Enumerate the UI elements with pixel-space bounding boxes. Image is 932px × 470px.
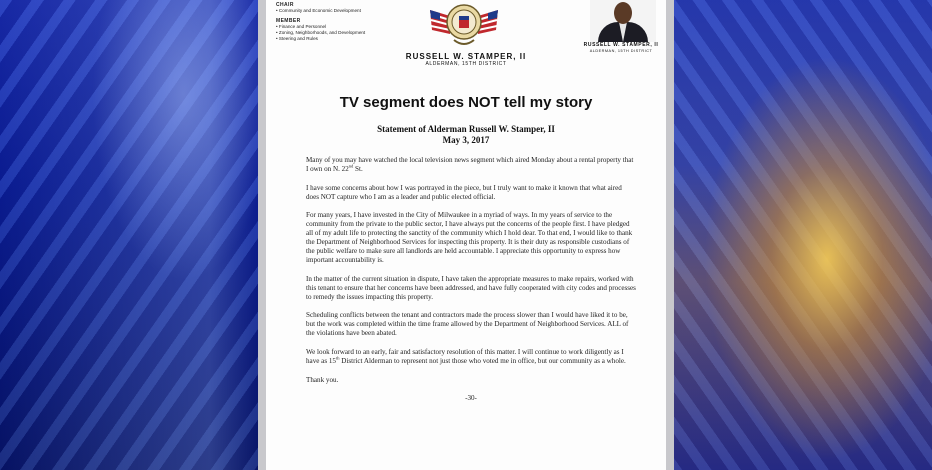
statement-document: [266, 0, 666, 470]
paragraph: We look forward to an early, fair and satisfactory resolution of this matter. I will continue to work diligently as I have as 15th District Alderman to represent not just those who voted me in office, but our community as a whole.: [306, 347, 626, 365]
letterhead-name-block: [386, 52, 546, 67]
paragraph: Scheduling conflicts between the tenant and contractors made the process slower than I would have liked it to be, but the work was completed within the time frame allowed by the Department of Neighborhood Services. ALL of the violations have been abated.: [306, 311, 629, 338]
document-frame-left: [258, 0, 266, 470]
alderman-photo: [590, 0, 656, 42]
member-item: • Steering and Rules: [276, 36, 318, 41]
paragraph: For many years, I have invested in the City of Milwaukee in a myriad of ways. In my years of service to the community from the private to the public sector, I have always put the concerns of the people first. I have pledged all of my adult life to protecting the sanctity of the community which I hold dear. To that end, I would like to thank the Department of Neighborhood Services for inspecting this property. It is their duty as responsible custodians of the public welfare to make sure all landlords are held accountable. I appreciate this opportunity to express how important accountability is.: [306, 211, 633, 265]
member-item: • Finance and Personnel: [276, 24, 327, 29]
blue-background-left: [0, 0, 262, 470]
paragraph: I have some concerns about how I was portrayed in the piece, but I truly want to make it known that what aired does NOT capture who I am as a leader and public elected official.: [306, 183, 622, 201]
photo-caption-title: ALDERMAN, 15TH DISTRICT: [589, 49, 653, 53]
city-seal-icon: [428, 0, 500, 50]
statement-body: [306, 156, 636, 413]
statement-date: May 3, 2017: [442, 135, 490, 145]
paragraph: In the matter of the current situation in dispute, I have taken the appropriate measures to make repairs, worked with this tenant to ensure that her concerns have been addressed, and have fully cooperated with city codes and processes to remedy the issues impacting this property.: [306, 274, 636, 301]
alderman-title: ALDERMAN, 15TH DISTRICT: [425, 61, 507, 67]
end-mark: -30-: [465, 394, 477, 403]
headline: TV segment does NOT tell my story: [339, 94, 593, 111]
blue-gold-background-right: [670, 0, 932, 470]
statement-line: Statement of Alderman Russell W. Stamper, II: [377, 124, 555, 134]
chair-label: CHAIR: [276, 2, 294, 8]
member-item: • Zoning, Neighborhoods, and Development: [276, 30, 366, 35]
closing: Thank you.: [306, 375, 339, 384]
photo-caption: [576, 42, 666, 54]
document-frame-right: [666, 0, 674, 470]
alderman-name: RUSSELL W. STAMPER, II: [405, 52, 527, 61]
statement-heading: [266, 124, 666, 146]
committee-list: [276, 2, 396, 42]
paragraph: Many of you may have watched the local television news segment which aired Monday about a rental property that I own on N. 22nd St.: [306, 156, 634, 173]
member-label: MEMBER: [276, 18, 301, 24]
photo-caption-name: RUSSELL W. STAMPER, II: [583, 42, 659, 48]
chair-item: • Community and Economic Development: [276, 8, 361, 13]
